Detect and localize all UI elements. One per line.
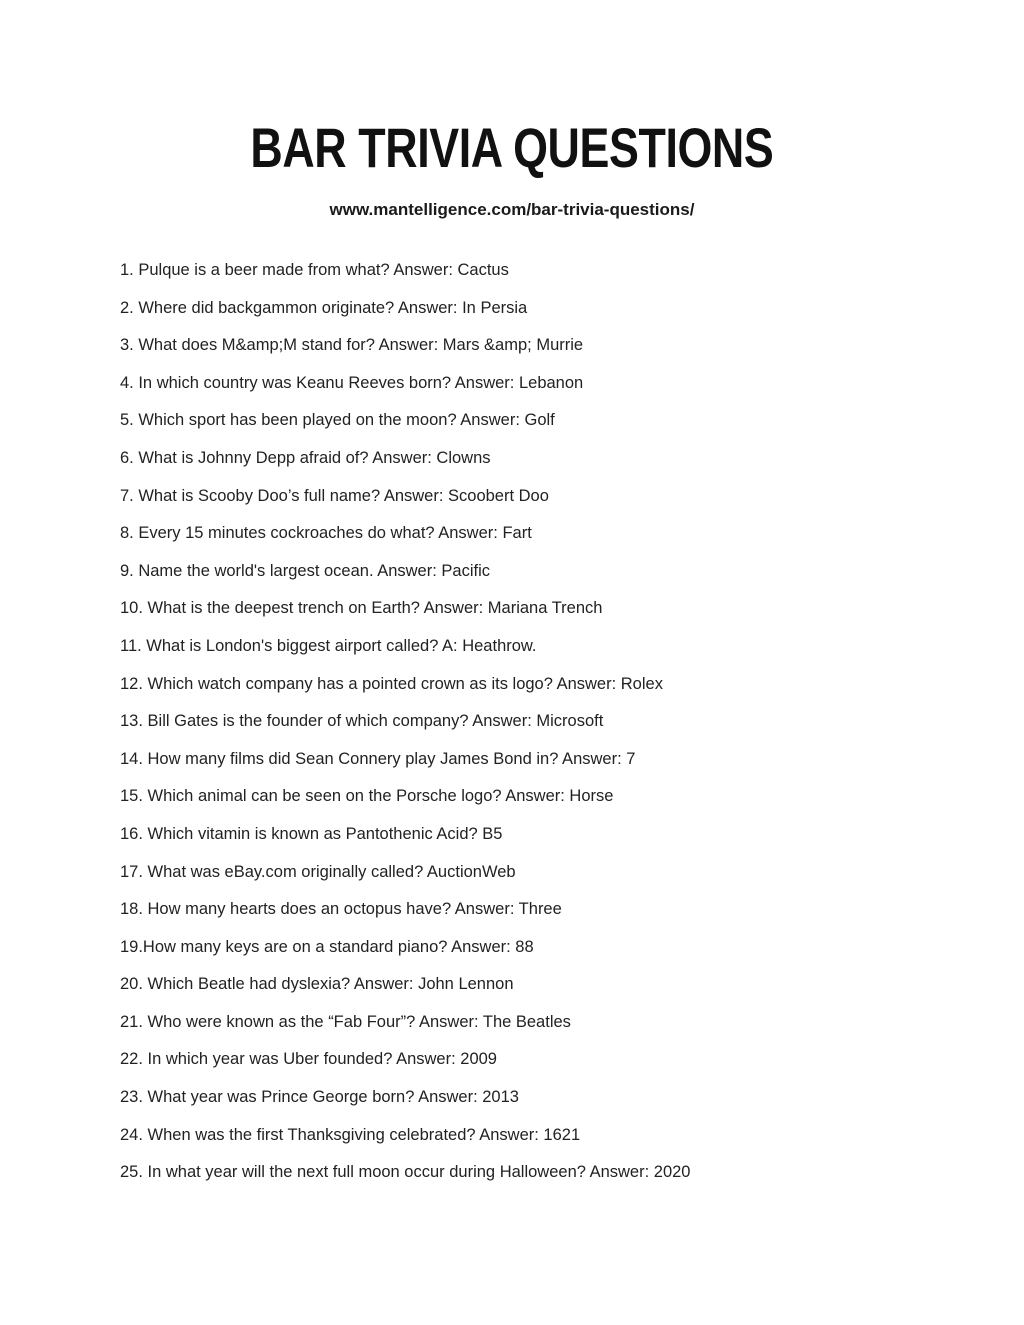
question-item: 1. Pulque is a beer made from what? Answer: Cactus bbox=[120, 261, 509, 279]
question-item: 14. How many films did Sean Connery play James Bond in? Answer: 7 bbox=[120, 749, 636, 768]
question-item: 24. When was the first Thanksgiving celebrated? Answer: 1621 bbox=[120, 1125, 581, 1144]
question-item: 17. What was eBay.com originally called? AuctionWeb bbox=[120, 862, 516, 881]
question-item: 21. Who were known as the “Fab Four”? Answer: The Beatles bbox=[120, 1012, 571, 1031]
page-title bbox=[0, 116, 1024, 179]
question-item: 7. What is Scooby Doo’s full name? Answer: Scoobert Doo bbox=[120, 486, 549, 505]
question-item: 20. Which Beatle had dyslexia? Answer: John Lennon bbox=[120, 975, 514, 994]
source-url: www.mantelligence.com/bar-trivia-questions/ bbox=[329, 200, 695, 219]
question-item: 23. What year was Prince George born? Answer: 2013 bbox=[120, 1088, 519, 1107]
question-item: 13. Bill Gates is the founder of which company? Answer: Microsoft bbox=[120, 712, 604, 731]
question-item: 12. Which watch company has a pointed crown as its logo? Answer: Rolex bbox=[120, 674, 663, 693]
question-item: 25. In what year will the next full moon occur during Halloween? Answer: 2020 bbox=[120, 1163, 691, 1182]
question-item: 19.How many keys are on a standard piano? Answer: 88 bbox=[120, 937, 534, 956]
document-header bbox=[0, 0, 1024, 220]
question-item: 5. Which sport has been played on the moon? Answer: Golf bbox=[120, 411, 555, 430]
question-item: 4. In which country was Keanu Reeves born? Answer: Lebanon bbox=[120, 373, 584, 392]
question-item: 18. How many hearts does an octopus have? Answer: Three bbox=[120, 900, 562, 919]
question-item: 8. Every 15 minutes cockroaches do what? Answer: Fart bbox=[120, 524, 532, 543]
question-item: 2. Where did backgammon originate? Answer: In Persia bbox=[120, 298, 528, 317]
question-item: 10. What is the deepest trench on Earth? Answer: Mariana Trench bbox=[120, 599, 603, 618]
question-item: 16. Which vitamin is known as Pantothenic Acid? B5 bbox=[120, 824, 503, 843]
question-item: 22. In which year was Uber founded? Answer: 2009 bbox=[120, 1050, 497, 1069]
question-item: 6. What is Johnny Depp afraid of? Answer: Clowns bbox=[120, 448, 491, 467]
question-item: 11. What is London's biggest airport called? A: Heathrow. bbox=[120, 636, 537, 655]
question-item: 9. Name the world's largest ocean. Answer: Pacific bbox=[120, 561, 490, 580]
page-title-text: BAR TRIVIA QUESTIONS bbox=[250, 116, 774, 179]
question-list bbox=[0, 260, 1024, 1183]
question-item: 3. What does M&amp;M stand for? Answer: Mars &amp; Murrie bbox=[120, 336, 584, 355]
question-item: 15. Which animal can be seen on the Porsche logo? Answer: Horse bbox=[120, 787, 614, 806]
